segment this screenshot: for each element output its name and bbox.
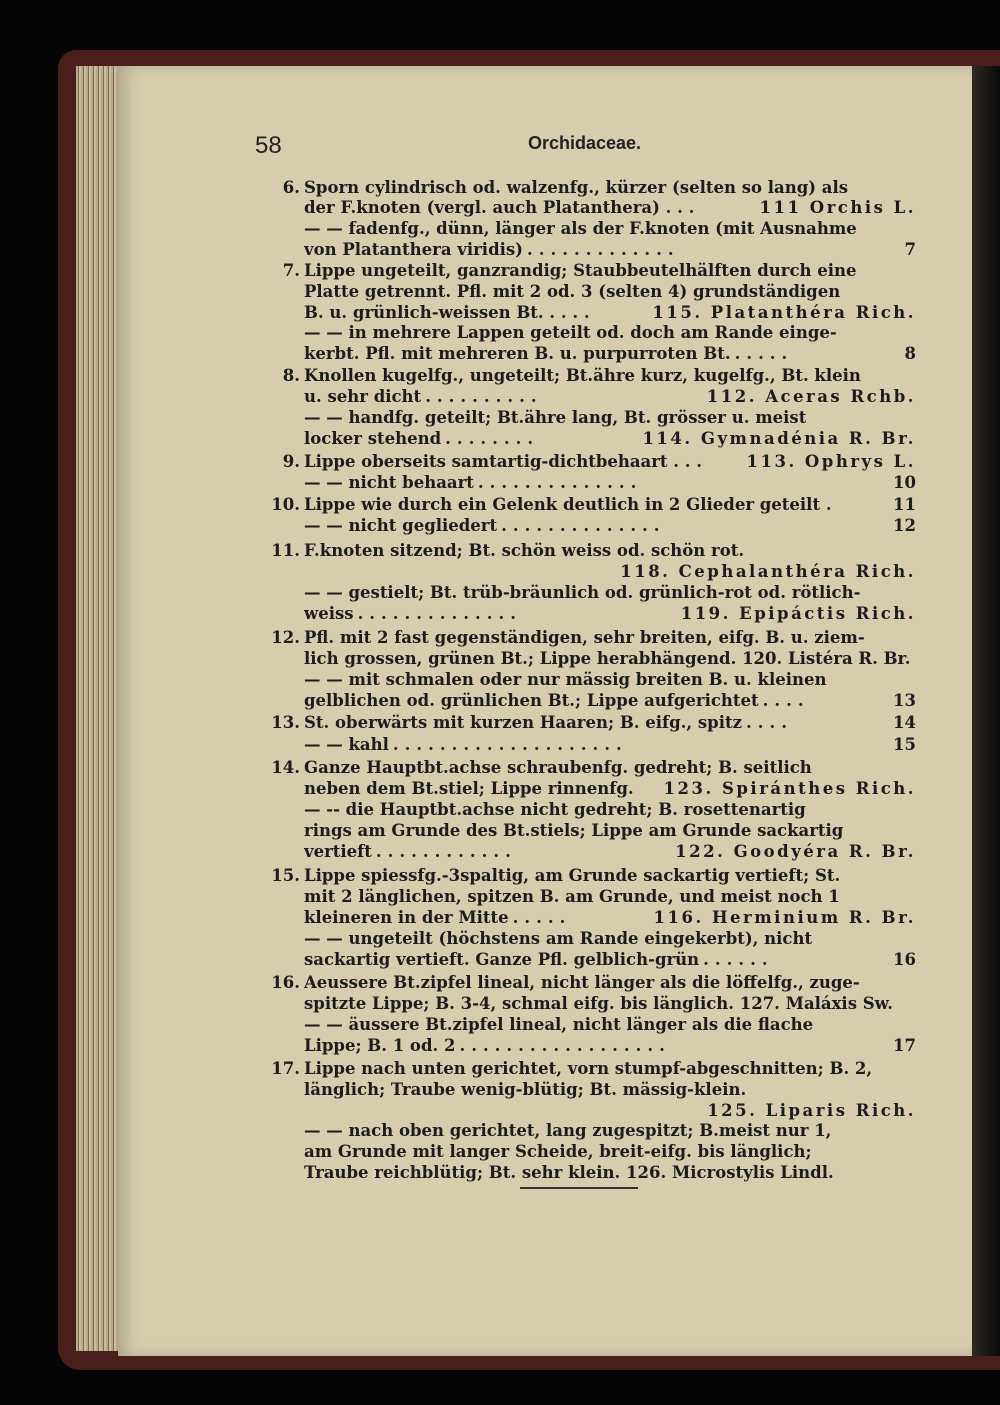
- dot-leader: ....: [762, 691, 810, 710]
- key-text: mit 2 länglichen, spitzen B. am Grunde, und meist noch 1: [304, 887, 840, 906]
- key-text: rings am Grunde des Bt.stiels; Lippe am Grunde sackartig: [304, 821, 844, 840]
- key-line: [304, 929, 916, 951]
- spine-gutter: [972, 66, 1000, 1356]
- key-line: [304, 473, 916, 495]
- key-line: [304, 344, 916, 366]
- key-text: von Platanthera viridis): [304, 240, 523, 259]
- key-text: — — kahl: [304, 735, 389, 754]
- key-text: F.knoten sitzend; Bt. schön weiss od. schön rot.: [304, 541, 745, 560]
- taxon-name: 119. Epipáctis Rich.: [680, 604, 916, 623]
- running-head: Orchidaceae.: [528, 133, 642, 153]
- lead-number: 11: [893, 495, 916, 514]
- key-line: [304, 282, 916, 304]
- lead-number: 12: [893, 516, 916, 535]
- couplet-number: 14.: [271, 758, 300, 777]
- key-text: Lippe wie durch ein Gelenk deutlich in 2 Glieder geteilt .: [304, 495, 832, 514]
- lead-number: 7: [904, 240, 916, 259]
- couplet-number: 7.: [282, 261, 300, 280]
- key-text: Lippe; B. 1 od. 2: [304, 1036, 456, 1055]
- key-line: [304, 821, 916, 843]
- key-line: [304, 429, 916, 451]
- key-text: lich grossen, grünen Bt.; Lippe herabhängend. 120. Listéra R. Br.: [304, 649, 911, 668]
- key-line: [271, 758, 916, 780]
- lead-number: 8: [904, 344, 916, 363]
- dot-leader: ........: [445, 429, 540, 448]
- taxon-name: 114. Gymnadénia R. Br.: [642, 429, 916, 448]
- key-text: Knollen kugelfg., ungeteilt; Bt.ähre kurz, kugelfg., Bt. klein: [304, 366, 861, 385]
- key-line: [304, 323, 916, 345]
- key-line: [271, 495, 916, 517]
- taxon-name: 111 Orchis L.: [759, 198, 916, 217]
- dot-leader: ..............: [501, 516, 666, 535]
- couplet-number: 17.: [271, 1059, 300, 1078]
- key-line: [304, 219, 916, 241]
- dot-leader: ....................: [392, 735, 628, 754]
- dot-leader: ..................: [459, 1036, 671, 1055]
- key-text: — — nicht gegliedert: [304, 516, 498, 535]
- couplet-number: 13.: [271, 713, 300, 732]
- key-text: — — nach oben gerichtet, lang zugespitzt; B.meist nur 1,: [304, 1121, 832, 1140]
- key-line: [304, 691, 916, 713]
- key-text: Lippe nach unten gerichtet, vorn stumpf-abgeschnitten; B. 2,: [304, 1059, 873, 1078]
- dot-leader: ..............: [357, 604, 522, 623]
- key-text: Traube reichblütig; Bt. sehr klein. 126. Microstylis Lindl.: [304, 1163, 834, 1182]
- lead-number: 17: [893, 1036, 916, 1055]
- key-line: [304, 800, 916, 822]
- key-text: — — äussere Bt.zipfel lineal, nicht länger als die flache: [304, 1015, 814, 1034]
- key-line: [304, 950, 916, 972]
- lead-number: 16: [893, 950, 916, 969]
- key-text: — — handfg. geteilt; Bt.ähre lang, Bt. grösser u. meist: [304, 408, 807, 427]
- key-line: [304, 779, 916, 801]
- key-text: — -- die Hauptbt.achse nicht gedreht; B. rosettenartig: [304, 800, 806, 819]
- key-text: St. oberwärts mit kurzen Haaren; B. eifg., spitz: [304, 713, 742, 732]
- couplet-number: 15.: [271, 866, 300, 885]
- key-text: kleineren in der Mitte: [304, 908, 509, 927]
- key-line: [304, 887, 916, 909]
- key-text: Platte getrennt. Pfl. mit 2 od. 3 (selten 4) grundständigen: [304, 282, 841, 301]
- key-line: [282, 366, 916, 388]
- dot-leader: .....: [512, 908, 572, 927]
- key-line: [304, 1101, 916, 1123]
- key-text: — — nicht behaart: [304, 473, 474, 492]
- key-line: [304, 670, 916, 692]
- key-line: [271, 866, 916, 888]
- key-text: vertieft: [304, 842, 372, 861]
- key-line: [304, 408, 916, 430]
- key-text: Lippe ungeteilt, ganzrandig; Staubbeutelhälften durch eine: [304, 261, 857, 280]
- taxon-name: 122. Goodyéra R. Br.: [675, 842, 916, 861]
- key-text: locker stehend: [304, 429, 442, 448]
- key-text: Ganze Hauptbt.achse schraubenfg. gedreht; B. seitlich: [304, 758, 812, 777]
- key-line: [304, 842, 916, 864]
- taxon-name: 123. Spiránthes Rich.: [663, 779, 916, 798]
- key-text: kerbt. Pfl. mit mehreren B. u. purpurroten Bt.: [304, 344, 731, 363]
- key-text: Pfl. mit 2 fast gegenständigen, sehr breiten, eifg. B. u. ziem-: [304, 628, 865, 647]
- key-line: [282, 452, 916, 474]
- dot-leader: ....: [745, 713, 793, 732]
- lead-number: 10: [893, 473, 916, 492]
- lead-number: 15: [893, 735, 916, 754]
- key-line: [304, 1163, 916, 1185]
- key-text: am Grunde mit langer Scheide, breit-eifg. bis länglich;: [304, 1142, 812, 1161]
- key-line: [271, 541, 916, 563]
- key-text: weiss: [304, 604, 354, 623]
- key-line: [304, 583, 916, 605]
- key-line: [304, 994, 916, 1016]
- key-line: [304, 1036, 916, 1058]
- key-text: neben dem Bt.stiel; Lippe rinnenfg.: [304, 779, 634, 798]
- taxon-name: 116. Herminium R. Br.: [653, 908, 916, 927]
- key-line: [271, 713, 916, 735]
- key-text: — — gestielt; Bt. trüb-bräunlich od. grünlich-rot od. rötlich-: [304, 583, 861, 602]
- key-line: [304, 735, 916, 757]
- key-line: [304, 198, 916, 220]
- couplet-number: 10.: [271, 495, 300, 514]
- key-line: [304, 649, 916, 671]
- key-line: [271, 628, 916, 650]
- key-text: Aeussere Bt.zipfel lineal, nicht länger als die löffelfg., zuge-: [304, 973, 860, 992]
- key-text: länglich; Traube wenig-blütig; Bt. mässig-klein.: [304, 1080, 747, 1099]
- key-line: [282, 261, 916, 283]
- key-text: der F.knoten (vergl. auch Platanthera) . . .: [304, 198, 695, 217]
- dot-leader: ..............: [477, 473, 643, 492]
- key-line: [271, 1059, 916, 1081]
- taxon-name: 125. Liparis Rich.: [707, 1101, 916, 1120]
- key-line: [304, 1142, 916, 1164]
- key-text: sackartig vertieft. Ganze Pfl. gelblich-grün: [304, 950, 700, 969]
- taxon-name: 118. Cephalanthéra Rich.: [620, 562, 916, 581]
- lead-number: 13: [893, 691, 916, 710]
- key-line: [304, 604, 916, 626]
- key-line: [304, 908, 916, 930]
- dot-leader: .............: [526, 240, 680, 259]
- couplet-number: 12.: [271, 628, 300, 647]
- page-number: 58: [255, 132, 282, 159]
- key-text: Lippe oberseits samtartig-dichtbehaart . . .: [304, 452, 703, 471]
- couplet-number: 6.: [282, 178, 300, 197]
- couplet-number: 8.: [282, 366, 300, 385]
- lead-number: 14: [893, 713, 916, 732]
- couplet-number: 9.: [282, 452, 300, 471]
- key-text: Lippe spiessfg.-3spaltig, am Grunde sackartig vertieft; St.: [304, 866, 841, 885]
- key-text: B. u. grünlich-weissen Bt. . . . .: [304, 303, 590, 322]
- couplet-number: 11.: [271, 541, 300, 560]
- dot-leader: ......: [703, 950, 774, 969]
- couplet-number: 16.: [271, 973, 300, 992]
- key-text: — — fadenfg., dünn, länger als der F.knoten (mit Ausnahme: [304, 219, 857, 238]
- key-text: Sporn cylindrisch od. walzenfg., kürzer (selten so lang) als: [304, 178, 849, 197]
- end-rule: [520, 1187, 638, 1189]
- key-line: [304, 1015, 916, 1037]
- key-line: [271, 973, 916, 995]
- key-line: [304, 303, 916, 325]
- key-text: — — ungeteilt (höchstens am Rande eingekerbt), nicht: [304, 929, 813, 948]
- key-line: [304, 1121, 916, 1143]
- key-text: u. sehr dicht: [304, 387, 422, 406]
- taxon-name: 112. Aceras Rchb.: [706, 387, 916, 406]
- key-line: [304, 240, 916, 262]
- key-line: [304, 562, 916, 584]
- key-line: [304, 516, 916, 538]
- dot-leader: ............: [375, 842, 517, 861]
- dot-leader: ..........: [425, 387, 543, 406]
- taxon-name: 113. Ophrys L.: [746, 452, 916, 471]
- dot-leader: .....: [734, 344, 794, 363]
- key-line: [282, 178, 916, 200]
- key-line: [304, 1080, 916, 1102]
- key-line: [304, 387, 916, 409]
- key-text: spitzte Lippe; B. 3-4, schmal eifg. bis länglich. 127. Maláxis Sw.: [304, 994, 893, 1013]
- key-text: — — in mehrere Lappen geteilt od. doch am Rande einge-: [304, 323, 837, 342]
- key-text: — — mit schmalen oder nur mässig breiten B. u. kleinen: [304, 670, 827, 689]
- taxon-name: 115. Platanthéra Rich.: [652, 303, 916, 322]
- key-text: gelblichen od. grünlichen Bt.; Lippe aufgerichtet: [304, 691, 759, 710]
